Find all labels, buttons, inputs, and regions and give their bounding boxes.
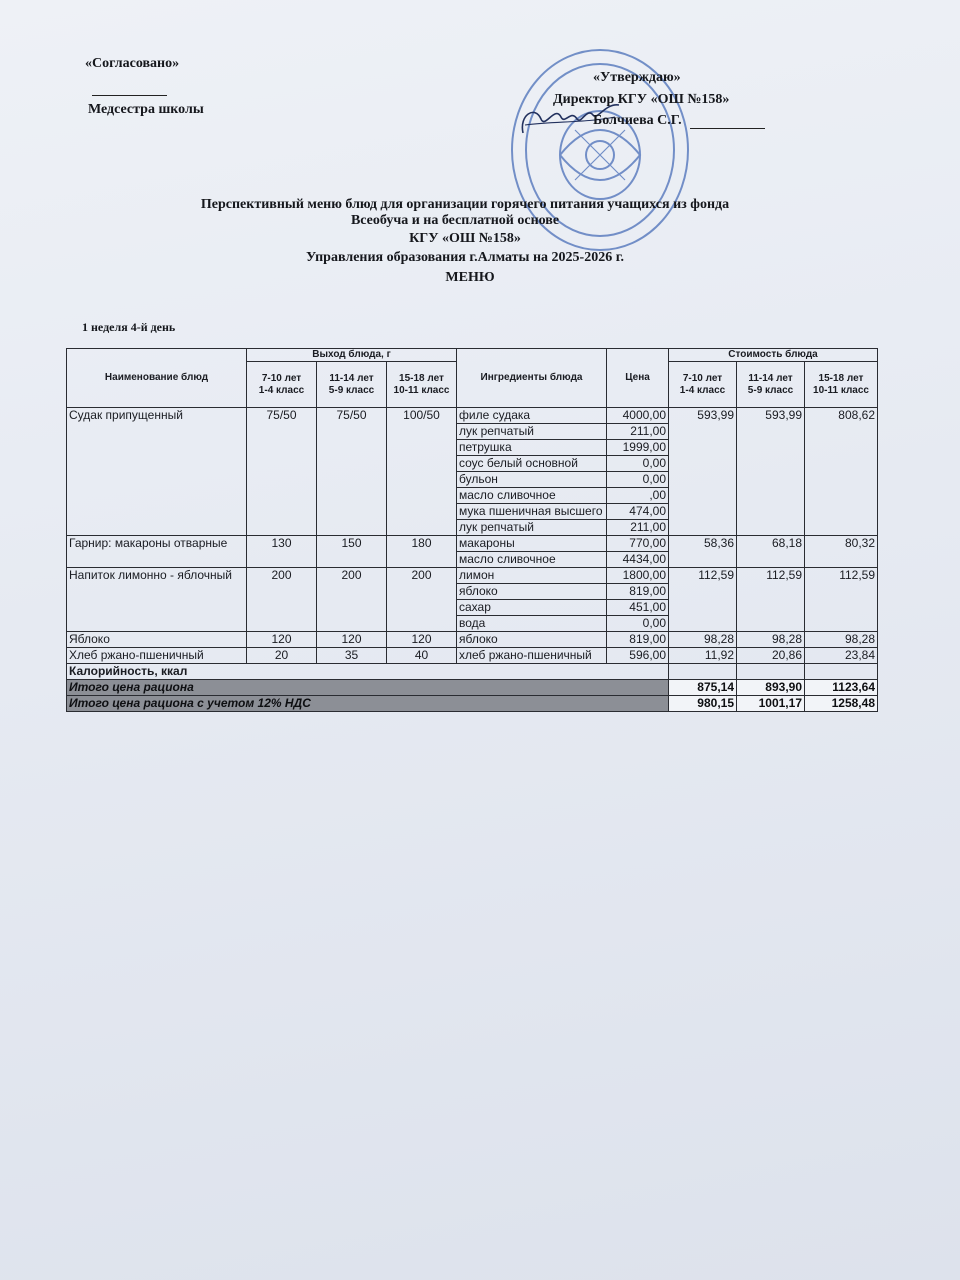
table-row bbox=[67, 408, 878, 424]
ingredient-name: яблоко bbox=[457, 584, 607, 600]
ingredient-price: 4434,00 bbox=[607, 552, 669, 568]
ingredient-price: 211,00 bbox=[607, 424, 669, 440]
total-vat-value-1: 980,15 bbox=[669, 696, 737, 712]
col-yield-header: Выход блюда, г bbox=[247, 349, 457, 362]
ingredient-price: 451,00 bbox=[607, 600, 669, 616]
ingredient-price: 819,00 bbox=[607, 584, 669, 600]
ingredient-price: 0,00 bbox=[607, 472, 669, 488]
col-cost-header: Стоимость блюда bbox=[669, 349, 878, 362]
ingredient-price: 770,00 bbox=[607, 536, 669, 552]
total-vat-value-3: 1258,48 bbox=[805, 696, 878, 712]
dish-cost: 593,99 bbox=[737, 408, 805, 536]
dish-yield: 120 bbox=[317, 632, 387, 648]
ingredient-name: макароны bbox=[457, 536, 607, 552]
doc-title-line4: Управления образования г.Алматы на 2025-2026 г. bbox=[305, 250, 624, 265]
dish-name: Хлеб ржано-пшеничный bbox=[67, 648, 247, 664]
dish-cost: 98,28 bbox=[805, 632, 878, 648]
ingredient-price: 0,00 bbox=[607, 456, 669, 472]
total-row bbox=[67, 680, 878, 696]
ingredient-name: хлеб ржано-пшеничный bbox=[457, 648, 607, 664]
approve-title: «Утверждаю» bbox=[593, 70, 681, 85]
ingredient-price: ,00 bbox=[607, 488, 669, 504]
dish-cost: 11,92 bbox=[669, 648, 737, 664]
ingredient-price: 596,00 bbox=[607, 648, 669, 664]
dish-yield: 200 bbox=[387, 568, 457, 632]
day-label: 1 неделя 4-й день bbox=[82, 320, 176, 334]
menu-table bbox=[66, 348, 878, 712]
dish-name: Судак припущенный bbox=[67, 408, 247, 536]
calories-value-2 bbox=[737, 664, 805, 680]
approve-role: Директор КГУ «ОШ №158» bbox=[553, 92, 730, 107]
ingredient-price: 819,00 bbox=[607, 632, 669, 648]
col-ingredients-header: Ингредиенты блюда bbox=[457, 349, 607, 408]
agreed-title: «Согласовано» bbox=[85, 56, 180, 71]
dish-yield: 20 bbox=[247, 648, 317, 664]
ingredient-name: сахар bbox=[457, 600, 607, 616]
table-row bbox=[67, 632, 878, 648]
dish-cost: 112,59 bbox=[669, 568, 737, 632]
ingredient-price: 211,00 bbox=[607, 520, 669, 536]
table-row bbox=[67, 648, 878, 664]
dish-yield: 35 bbox=[317, 648, 387, 664]
dish-cost: 808,62 bbox=[805, 408, 878, 536]
calories-value-3 bbox=[805, 664, 878, 680]
dish-yield: 75/50 bbox=[247, 408, 317, 536]
dish-yield: 200 bbox=[247, 568, 317, 632]
dish-yield: 120 bbox=[247, 632, 317, 648]
doc-title-line1: Перспективный меню блюд для организации горячего питания учащихся из фонда bbox=[200, 197, 730, 212]
dish-cost: 98,28 bbox=[669, 632, 737, 648]
dish-yield: 150 bbox=[317, 536, 387, 568]
dish-cost: 23,84 bbox=[805, 648, 878, 664]
dish-cost: 593,99 bbox=[669, 408, 737, 536]
ingredient-name: лук репчатый bbox=[457, 520, 607, 536]
agreed-signature-line bbox=[92, 95, 167, 96]
dish-yield: 40 bbox=[387, 648, 457, 664]
table-row bbox=[67, 536, 878, 552]
dish-cost: 98,28 bbox=[737, 632, 805, 648]
total-label: Итого цена рациона bbox=[67, 680, 669, 696]
ingredient-name: соус белый основной bbox=[457, 456, 607, 472]
table-row bbox=[67, 568, 878, 584]
ingredient-price: 4000,00 bbox=[607, 408, 669, 424]
ingredient-price: 0,00 bbox=[607, 616, 669, 632]
ingredient-name: лимон bbox=[457, 568, 607, 584]
total-vat-label: Итого цена рациона с учетом 12% НДС bbox=[67, 696, 669, 712]
menu-body bbox=[67, 408, 878, 664]
calories-value-1 bbox=[669, 664, 737, 680]
agreed-role: Медсестра школы bbox=[88, 102, 204, 117]
ingredient-name: масло сливочное bbox=[457, 488, 607, 504]
dish-cost: 80,32 bbox=[805, 536, 878, 568]
calories-label: Калорийность, ккал bbox=[67, 664, 669, 680]
ingredient-name: вода bbox=[457, 616, 607, 632]
dish-cost: 112,59 bbox=[805, 568, 878, 632]
doc-title-line3: КГУ «ОШ №158» bbox=[409, 231, 521, 246]
total-value-1: 875,14 bbox=[669, 680, 737, 696]
dish-yield: 180 bbox=[387, 536, 457, 568]
approve-signature-line bbox=[690, 128, 765, 129]
cost-group2-header: 11-14 лет 5-9 класс bbox=[737, 362, 805, 408]
dish-cost: 58,36 bbox=[669, 536, 737, 568]
dish-cost: 112,59 bbox=[737, 568, 805, 632]
total-vat-value-2: 1001,17 bbox=[737, 696, 805, 712]
yield-group1-header: 7-10 лет 1-4 класс bbox=[247, 362, 317, 408]
dish-name: Яблоко bbox=[67, 632, 247, 648]
yield-group3-header: 15-18 лет 10-11 класс bbox=[387, 362, 457, 408]
total-vat-row bbox=[67, 696, 878, 712]
ingredient-name: яблоко bbox=[457, 632, 607, 648]
ingredient-name: лук репчатый bbox=[457, 424, 607, 440]
ingredient-price: 1999,00 bbox=[607, 440, 669, 456]
doc-title-line2: Всеобуча и на бесплатной основе bbox=[350, 213, 560, 228]
ingredient-price: 1800,00 bbox=[607, 568, 669, 584]
dish-yield: 120 bbox=[387, 632, 457, 648]
total-value-2: 893,90 bbox=[737, 680, 805, 696]
ingredient-name: петрушка bbox=[457, 440, 607, 456]
dish-yield: 100/50 bbox=[387, 408, 457, 536]
cost-group1-header: 7-10 лет 1-4 класс bbox=[669, 362, 737, 408]
yield-group2-header: 11-14 лет 5-9 класс bbox=[317, 362, 387, 408]
total-value-3: 1123,64 bbox=[805, 680, 878, 696]
ingredient-name: масло сливочное bbox=[457, 552, 607, 568]
cost-group3-header: 15-18 лет 10-11 класс bbox=[805, 362, 878, 408]
dish-cost: 68,18 bbox=[737, 536, 805, 568]
col-price-header: Цена bbox=[607, 349, 669, 408]
ingredient-name: бульон bbox=[457, 472, 607, 488]
ingredient-price: 474,00 bbox=[607, 504, 669, 520]
col-dish-header: Наименование блюд bbox=[67, 349, 247, 408]
dish-yield: 130 bbox=[247, 536, 317, 568]
dish-cost: 20,86 bbox=[737, 648, 805, 664]
ingredient-name: мука пшеничная высшего bbox=[457, 504, 607, 520]
approve-name: Болчиева С.Г. bbox=[593, 113, 682, 128]
dish-yield: 75/50 bbox=[317, 408, 387, 536]
dish-yield: 200 bbox=[317, 568, 387, 632]
calories-row bbox=[67, 664, 878, 680]
dish-name: Гарнир: макароны отварные bbox=[67, 536, 247, 568]
doc-title-line5: МЕНЮ bbox=[445, 270, 495, 285]
dish-name: Напиток лимонно - яблочный bbox=[67, 568, 247, 632]
ingredient-name: филе судака bbox=[457, 408, 607, 424]
